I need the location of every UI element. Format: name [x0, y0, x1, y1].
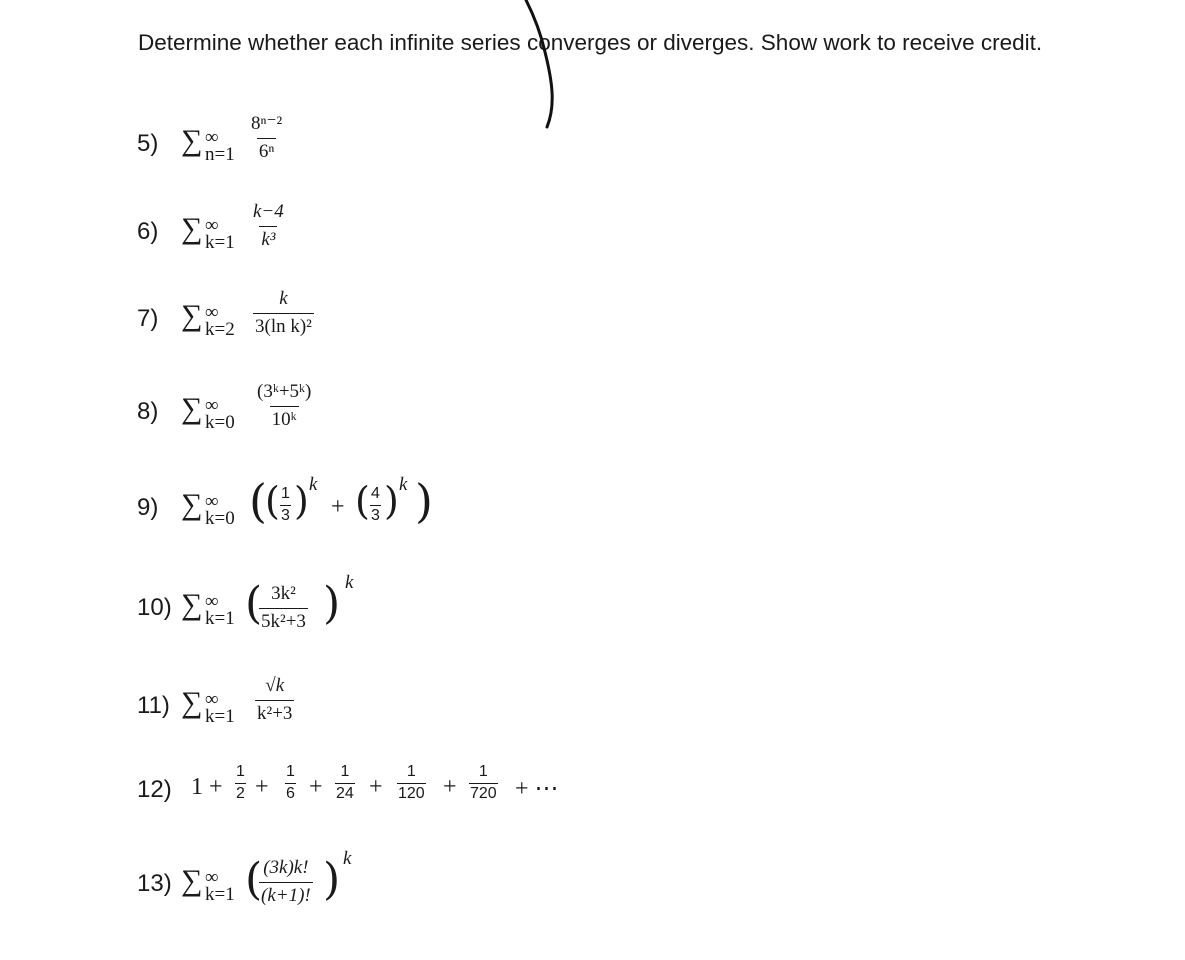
- instructions-text: Determine whether each infinite series converges or diverges. Show work to receive credit.: [138, 30, 1043, 55]
- problem-8: [137, 380, 737, 450]
- numerator: 3k²: [271, 583, 296, 604]
- problem-number: 7): [137, 305, 159, 332]
- problem-13: [137, 848, 737, 922]
- leading-term: 1: [191, 774, 203, 800]
- left-paren: (: [245, 854, 263, 905]
- sum-lower-limit: k=1: [205, 232, 235, 253]
- sum-lower-limit: n=1: [205, 144, 235, 165]
- sum-upper-limit: ∞: [205, 395, 219, 416]
- problem-number: 13): [137, 870, 172, 897]
- right-paren-b: ): [384, 479, 399, 523]
- problem-number: 5): [137, 130, 159, 157]
- problem-6: [137, 200, 737, 270]
- exponent: k: [345, 572, 354, 593]
- plus-sign: +: [255, 774, 269, 800]
- denominator: (k+1)!: [259, 882, 313, 907]
- sum-lower-limit: k=1: [205, 608, 235, 629]
- plus-sign: +: [309, 774, 323, 800]
- term-fraction: [469, 764, 498, 803]
- sum-upper-limit: ∞: [205, 127, 219, 148]
- sum-upper-limit: ∞: [205, 689, 219, 710]
- term-fraction: [397, 764, 426, 803]
- sum-lower-limit: k=1: [205, 706, 235, 727]
- sum-upper-limit: ∞: [205, 867, 219, 888]
- exponent-a: k: [309, 474, 318, 495]
- numerator: 1: [478, 763, 488, 780]
- denominator: 720: [470, 784, 497, 802]
- denominator: 5k²+3: [259, 608, 308, 633]
- series-term-fraction: [259, 858, 313, 907]
- denominator: 120: [398, 784, 425, 802]
- numerator: k: [279, 288, 288, 309]
- sum-lower-limit: k=1: [205, 884, 235, 905]
- denominator: k²+3: [255, 700, 294, 725]
- denominator: 3: [371, 506, 380, 524]
- outer-left-paren: (: [249, 474, 267, 528]
- numerator: √k: [265, 675, 285, 696]
- denominator: 24: [336, 784, 354, 802]
- sum-lower-limit: k=0: [205, 412, 235, 433]
- sigma-icon: ∑: [181, 392, 203, 425]
- numerator: 1: [236, 763, 245, 780]
- sum-upper-limit: ∞: [205, 591, 219, 612]
- denominator: 6: [286, 784, 295, 802]
- plus-sign: +: [369, 774, 383, 800]
- denominator: 3(ln k)²: [253, 313, 314, 338]
- right-paren-a: ): [294, 479, 309, 523]
- sigma-icon: ∑: [181, 864, 203, 897]
- series-term-fraction: [253, 289, 314, 338]
- plus-sign: +: [209, 774, 223, 800]
- numerator: k−4: [253, 201, 284, 222]
- problem-7: [137, 287, 737, 357]
- right-paren: ): [323, 578, 341, 629]
- plus-sign: +: [331, 494, 345, 520]
- sigma-icon: ∑: [181, 686, 203, 719]
- right-paren: ): [323, 854, 341, 905]
- numerator: 8ⁿ⁻²: [251, 113, 283, 134]
- problem-number: 12): [137, 776, 172, 803]
- numerator: 4: [371, 485, 380, 502]
- problem-5: [137, 112, 737, 182]
- series-term-fraction: [249, 114, 284, 163]
- sum-upper-limit: ∞: [205, 302, 219, 323]
- left-paren: (: [245, 578, 263, 629]
- fraction-one-third: [280, 486, 291, 525]
- problem-number: 8): [137, 398, 159, 425]
- term-fraction: [235, 764, 246, 803]
- series-term-fraction: [259, 584, 308, 633]
- denominator: 6ⁿ: [257, 138, 276, 163]
- problem-number: 9): [137, 494, 159, 521]
- problem-number: 11): [137, 692, 170, 719]
- numerator: 1: [281, 485, 290, 502]
- fraction-four-thirds: [370, 486, 381, 525]
- sum-upper-limit: ∞: [205, 215, 219, 236]
- problem-12: [137, 762, 737, 832]
- numerator: 1: [340, 763, 350, 780]
- sigma-icon: ∑: [181, 588, 203, 621]
- denominator: 10ᵏ: [270, 406, 299, 431]
- left-paren-a: (: [265, 479, 280, 523]
- problem-number: 10): [137, 594, 172, 621]
- denominator: k³: [259, 226, 277, 251]
- sigma-icon: ∑: [181, 299, 203, 332]
- problem-10: [137, 572, 737, 646]
- denominator: 3: [281, 506, 290, 524]
- sigma-icon: ∑: [181, 212, 203, 245]
- sigma-icon: ∑: [181, 488, 203, 521]
- numerator: (3ᵏ+5ᵏ): [257, 381, 312, 402]
- sigma-icon: ∑: [181, 124, 203, 157]
- series-term-fraction: [251, 202, 286, 251]
- numerator: 1: [286, 763, 295, 780]
- exponent-b: k: [399, 474, 408, 495]
- ellipsis-tail: + ⋯: [515, 776, 559, 802]
- sum-lower-limit: k=2: [205, 319, 235, 340]
- numerator: 1: [406, 763, 416, 780]
- problem-number: 6): [137, 218, 159, 245]
- problem-11: [137, 674, 737, 744]
- exponent: k: [343, 848, 352, 869]
- problem-9: [137, 476, 737, 546]
- plus-sign: +: [443, 774, 457, 800]
- numerator: (3k)k!: [263, 857, 309, 878]
- left-paren-b: (: [355, 479, 370, 523]
- sum-upper-limit: ∞: [205, 491, 219, 512]
- series-term-fraction: [255, 382, 313, 431]
- outer-right-paren: ): [415, 474, 433, 528]
- term-fraction: [335, 764, 355, 803]
- term-fraction: [285, 764, 296, 803]
- series-term-fraction: [255, 676, 294, 725]
- denominator: 2: [236, 784, 245, 802]
- sum-lower-limit: k=0: [205, 508, 235, 529]
